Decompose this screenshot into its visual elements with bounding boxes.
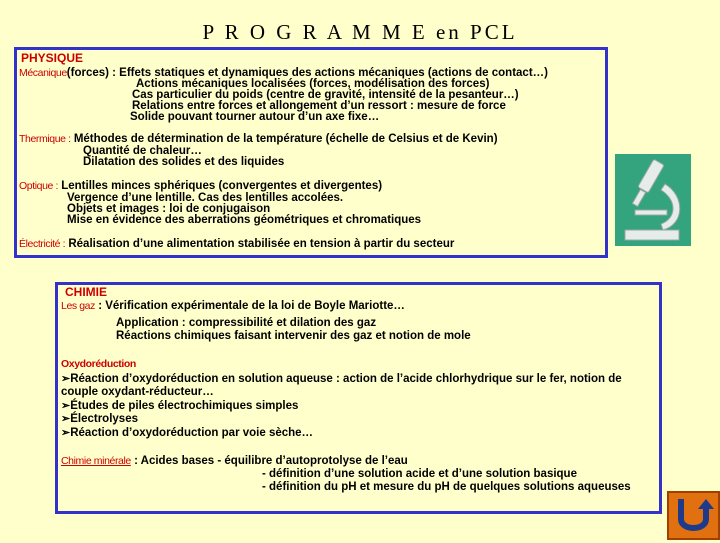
oxydo-label: Oxydoréduction bbox=[61, 358, 136, 370]
minerale-label: Chimie minérale bbox=[61, 455, 131, 467]
oxydo-line-2: couple oxydant-réducteur… bbox=[61, 386, 214, 398]
return-icon bbox=[669, 493, 718, 538]
arrow-bullet-icon: ➢ bbox=[61, 413, 71, 425]
optique-line-1 bbox=[19, 180, 382, 192]
oxydo-text-1: Réaction d’oxydoréduction en solution aqueuse : action de l’acide chlorhydrique sur le fer, notion de bbox=[70, 373, 622, 385]
thermique-text-1: Méthodes de détermination de la température (échelle de Celsius et de Kevin) bbox=[73, 133, 498, 145]
thermique-line-1 bbox=[19, 133, 498, 145]
chimie-heading: CHIMIE bbox=[65, 285, 107, 299]
mecanique-line-2: Actions mécaniques localisées (forces, modélisation des forces) bbox=[136, 78, 490, 90]
optique-line-2: Vergence d’une lentille. Cas des lentilles accolées. bbox=[67, 192, 344, 204]
mecanique-line-5: Solide pouvant tourner autour d’un axe fixe… bbox=[130, 111, 380, 123]
gaz-label: Les gaz bbox=[61, 300, 95, 312]
page-title: P R O G R A M M E en PCL bbox=[202, 20, 518, 44]
optique-label: Optique : bbox=[19, 180, 59, 192]
oxydo-line-1 bbox=[61, 373, 622, 385]
minerale-line-3: - définition du pH et mesure du pH de quelques solutions aqueuses bbox=[262, 481, 631, 493]
mecanique-line-3: Cas particulier du poids (centre de gravité, intensité de la pesanteur…) bbox=[132, 89, 519, 101]
thermique-line-3: Dilatation des solides et des liquides bbox=[83, 156, 285, 168]
oxydo-text-4: Électrolyses bbox=[70, 413, 138, 425]
minerale-line-1 bbox=[61, 455, 408, 467]
arrow-bullet-icon: ➢ bbox=[61, 427, 71, 439]
thermique-label: Thermique : bbox=[19, 133, 71, 145]
gaz-text-1: : Vérification expérimentale de la loi de Boyle Mariotte… bbox=[98, 300, 405, 312]
oxydo-line-3 bbox=[61, 400, 298, 412]
arrow-bullet-icon: ➢ bbox=[61, 400, 71, 412]
electricite-line bbox=[19, 238, 454, 250]
mecanique-line-4: Relations entre forces et allongement d’un ressort : mesure de force bbox=[132, 100, 506, 112]
oxydo-line-5 bbox=[61, 427, 313, 439]
electricite-label: Électricité : bbox=[19, 238, 66, 250]
optique-line-3: Objets et images : loi de conjugaison bbox=[67, 203, 271, 215]
microscope-icon bbox=[615, 154, 691, 246]
mecanique-text-1: (forces) : Effets statiques et dynamiques des actions mécaniques (actions de contact…) bbox=[66, 67, 548, 79]
minerale-line-2: - définition d’une solution acide et d’une solution basique bbox=[262, 468, 577, 480]
oxydo-text-5: Réaction d’oxydoréduction par voie sèche… bbox=[70, 427, 314, 439]
optique-text-1: Lentilles minces sphériques (convergentes et divergentes) bbox=[61, 180, 383, 192]
electricite-text: Réalisation d’une alimentation stabilisée en tension à partir du secteur bbox=[68, 238, 455, 250]
gaz-line-3: Réactions chimiques faisant intervenir des gaz et notion de mole bbox=[116, 330, 471, 342]
minerale-text-1: : Acides bases - équilibre d’autoprotolyse de l’eau bbox=[134, 455, 408, 467]
arrow-bullet-icon: ➢ bbox=[61, 373, 71, 385]
oxydo-text-3: Études de piles électrochimiques simples bbox=[70, 400, 299, 412]
return-button[interactable] bbox=[667, 491, 720, 540]
gaz-line-1 bbox=[61, 300, 405, 312]
optique-line-4: Mise en évidence des aberrations géométriques et chromatiques bbox=[67, 214, 422, 226]
oxydo-line-4 bbox=[61, 413, 138, 425]
mecanique-label: Mécanique bbox=[19, 67, 67, 79]
thermique-line-2: Quantité de chaleur… bbox=[83, 145, 202, 157]
physique-heading: PHYSIQUE bbox=[21, 51, 84, 65]
gaz-line-2: Application : compressibilité et dilation des gaz bbox=[116, 317, 377, 329]
